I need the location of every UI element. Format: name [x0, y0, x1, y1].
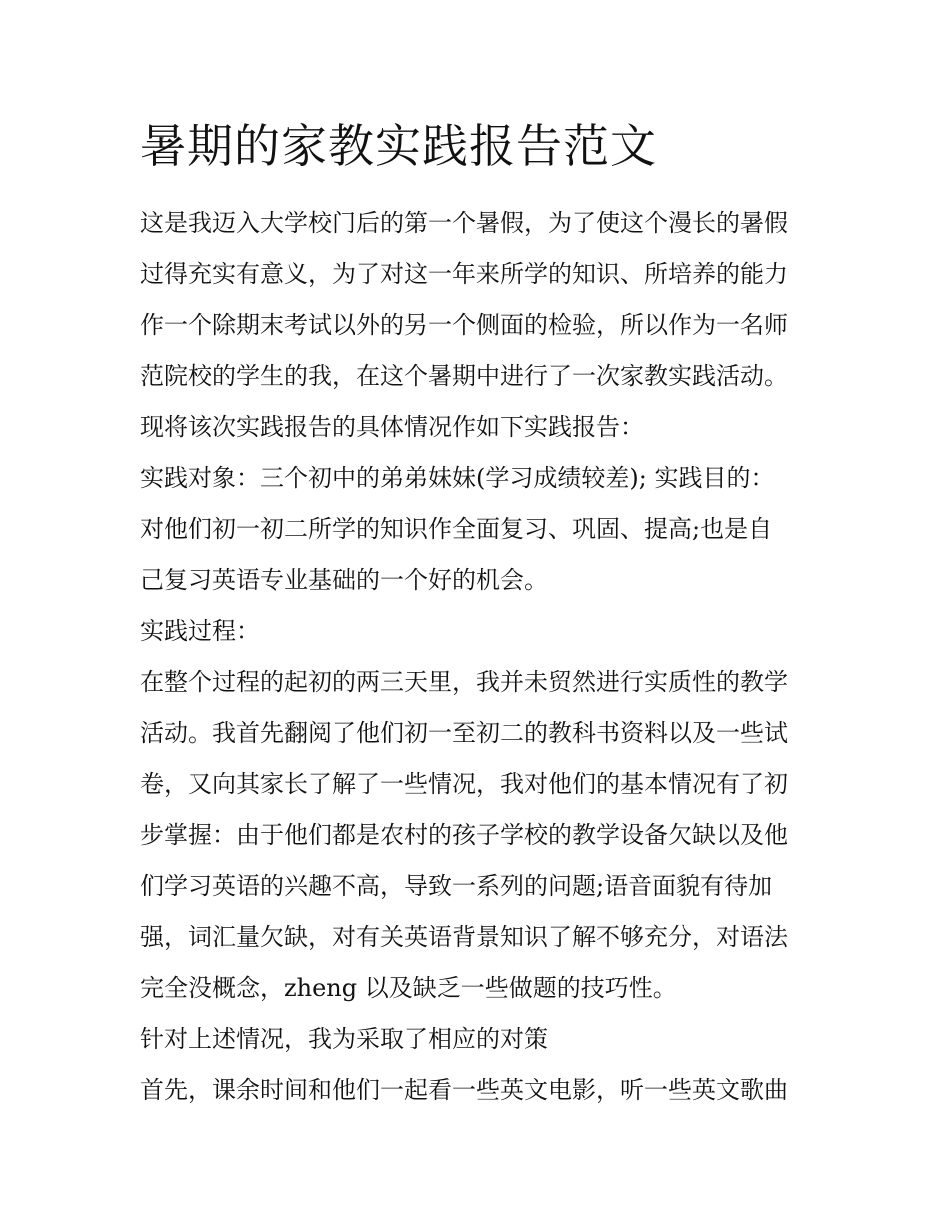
body-line: 现将该次实践报告的具体情况作如下实践报告：: [140, 413, 644, 441]
body-line: 己复习英语专业基础的一个好的机会。: [140, 566, 548, 594]
document-title: 暑期的家教实践报告范文: [140, 119, 657, 173]
document-page: [140, 112, 820, 1116]
body-line: 卷，又向其家长了解了一些情况，我对他们的基本情况有了初: [140, 770, 788, 798]
document-body: [140, 198, 820, 1116]
body-line: 活动。我首先翻阅了他们初一至初二的教科书资料以及一些试: [140, 719, 788, 747]
section-heading: 实践过程：: [140, 617, 260, 645]
body-line: 完全没概念，zheng 以及缺乏一些做题的技巧性。: [140, 974, 677, 1002]
body-line: 范院校的学生的我，在这个暑期中进行了一次家教实践活动。: [140, 362, 788, 390]
body-line: 过得充实有意义，为了对这一年来所学的知识、所培养的能力: [140, 260, 788, 288]
body-line: 步掌握：由于他们都是农村的孩子学校的教学设备欠缺以及他: [140, 821, 788, 849]
body-line: 作一个除期末考试以外的另一个侧面的检验，所以作为一名师: [140, 311, 788, 339]
body-line: 首先，课余时间和他们一起看一些英文电影，听一些英文歌曲: [140, 1076, 788, 1104]
body-line: 对他们初一初二所学的知识作全面复习、巩固、提高;也是自: [140, 515, 773, 543]
body-line: 在整个过程的起初的两三天里，我并未贸然进行实质性的教学: [140, 668, 788, 696]
body-line: 强，词汇量欠缺，对有关英语背景知识了解不够充分，对语法: [140, 923, 788, 951]
body-line: 实践对象：三个初中的弟弟妹妹(学习成绩较差); 实践目的：: [140, 464, 775, 492]
body-line: 们学习英语的兴趣不高，导致一系列的问题;语音面貌有待加: [140, 872, 773, 900]
body-line: 针对上述情况，我为采取了相应的对策: [140, 1025, 548, 1053]
body-line: 这是我迈入大学校门后的第一个暑假，为了使这个漫长的暑假: [140, 209, 788, 237]
